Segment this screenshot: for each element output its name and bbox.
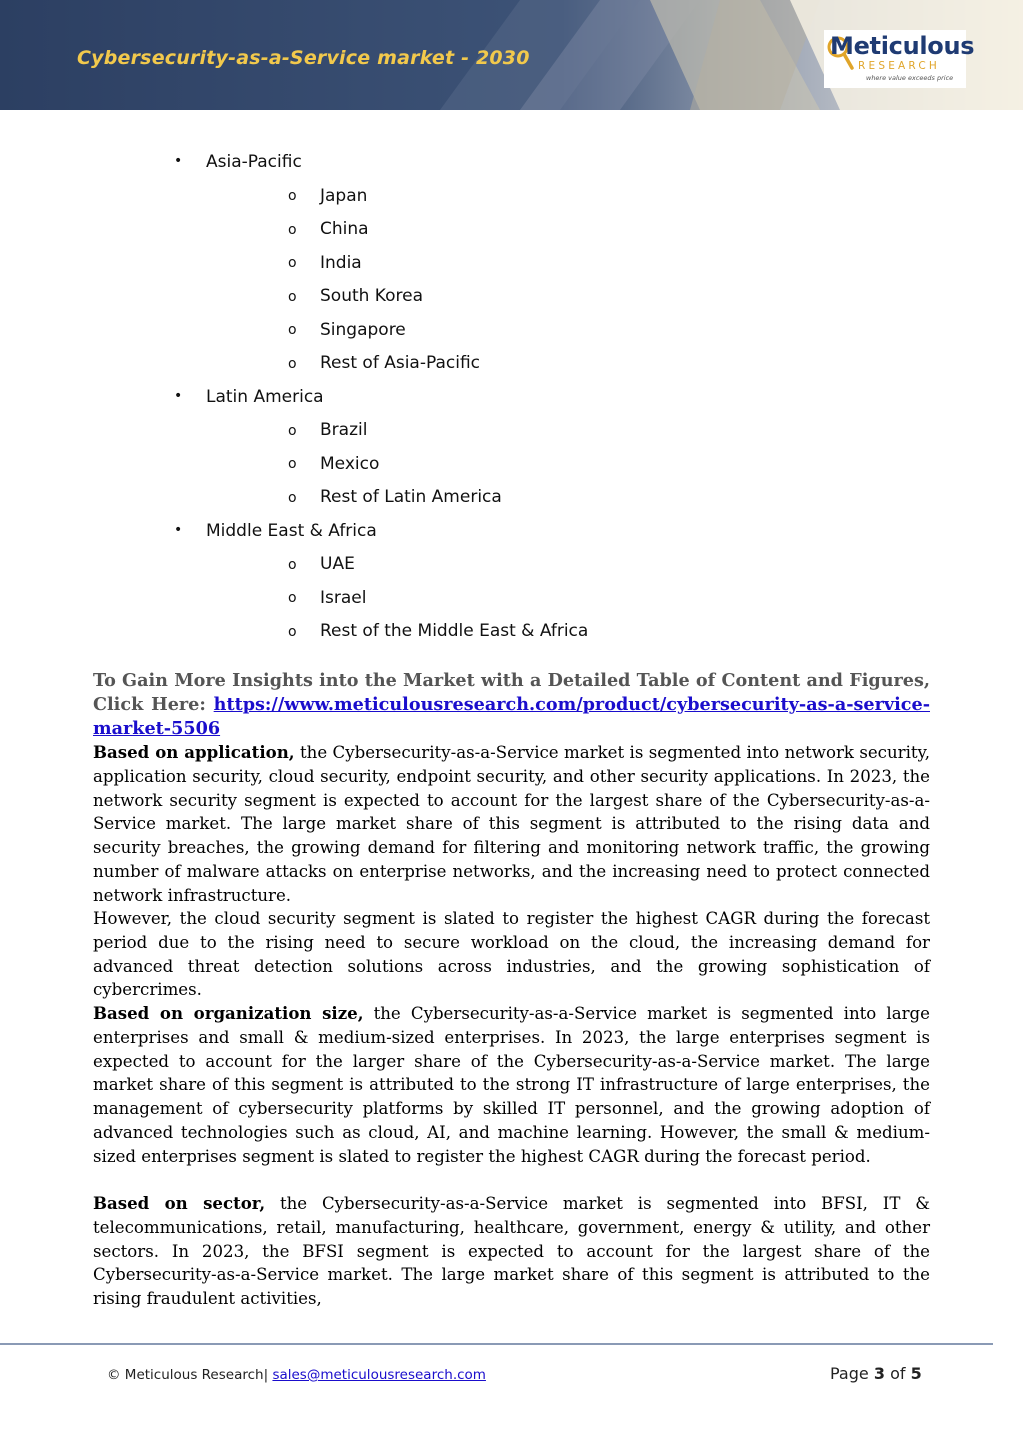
bullet-icon: • bbox=[174, 388, 183, 404]
footer-contact bbox=[107, 1367, 486, 1383]
bullet-icon: • bbox=[174, 153, 183, 169]
region-item: Latin America bbox=[206, 387, 324, 407]
of-word: of bbox=[890, 1364, 906, 1383]
paragraph-text: the Cybersecurity-as-a-Service market is segmented into large enterprises and small & medium-sized enterprises. In 2023, the large enterprises segment is expected to account for the larger share of the Cybersecurity-as-a-Service market. The large market share of this segment is attributed to the strong IT infrastructure of large enterprises, the management of cybersecurity platforms by skilled IT personnel, and the growing adoption of advanced technologies such as cloud, AI, and machine learning. However, the small & medium-sized enterprises segment is slated to register the highest CAGR during the forecast period. bbox=[93, 1004, 930, 1166]
paragraph-lead: Based on organization size, bbox=[93, 1003, 364, 1023]
country-item: Rest of Latin America bbox=[320, 487, 502, 507]
report-title: Cybersecurity-as-a-Service market - 2030 bbox=[77, 47, 530, 69]
sub-bullet-icon: o bbox=[288, 590, 297, 606]
page-number bbox=[830, 1364, 922, 1383]
meticulous-research-logo bbox=[824, 30, 975, 88]
current-page: 3 bbox=[873, 1364, 885, 1383]
sub-bullet-icon: o bbox=[288, 255, 297, 271]
country-item: Rest of Asia-Pacific bbox=[320, 353, 481, 373]
sub-bullet-icon: o bbox=[288, 423, 297, 439]
sub-bullet-icon: o bbox=[288, 456, 297, 472]
country-item: India bbox=[320, 253, 362, 273]
email-link[interactable]: sales@meticulousresearch.com bbox=[272, 1367, 486, 1383]
organization-size-paragraph bbox=[93, 1002, 930, 1169]
footer-divider bbox=[0, 1343, 993, 1345]
cloud-security-paragraph bbox=[93, 907, 930, 1002]
country-item: China bbox=[320, 219, 369, 239]
total-pages: 5 bbox=[910, 1364, 922, 1383]
country-item: Israel bbox=[320, 588, 367, 608]
sub-bullet-icon: o bbox=[288, 624, 297, 640]
insight-callout bbox=[93, 669, 930, 741]
copyright-text: © Meticulous Research| bbox=[107, 1367, 269, 1383]
paragraph-text: However, the cloud security segment is slated to register the highest CAGR during the forecast period due to the rising need to secure workload on the cloud, the increasing demand for advanced threat detection solutions across industries, and the growing sophistication of cybercrimes. bbox=[93, 909, 930, 1000]
bullet-icon: • bbox=[174, 522, 183, 538]
country-item: Mexico bbox=[320, 454, 380, 474]
report-link[interactable]: https://www.meticulousresearch.com/product/cybersecurity-as-a-service-market-5506 bbox=[93, 694, 930, 739]
logo-tagline: where value exceeds price bbox=[866, 74, 954, 82]
page-header bbox=[0, 0, 1023, 110]
country-item: UAE bbox=[320, 554, 355, 574]
sub-bullet-icon: o bbox=[288, 490, 297, 506]
sub-bullet-icon: o bbox=[288, 222, 297, 238]
sub-bullet-icon: o bbox=[288, 322, 297, 338]
logo-subname: RESEARCH bbox=[858, 60, 941, 72]
sub-bullet-icon: o bbox=[288, 356, 297, 372]
sub-bullet-icon: o bbox=[288, 188, 297, 204]
country-item: Rest of the Middle East & Africa bbox=[320, 621, 589, 641]
sub-bullet-icon: o bbox=[288, 557, 297, 573]
logo-name: Meticulous bbox=[830, 32, 975, 60]
country-item: Brazil bbox=[320, 420, 368, 440]
paragraph-lead: Based on sector, bbox=[93, 1193, 266, 1213]
country-item: South Korea bbox=[320, 286, 424, 306]
sub-bullet-icon: o bbox=[288, 289, 297, 305]
paragraph-text: the Cybersecurity-as-a-Service market is segmented into BFSI, IT & telecommunications, retail, manufacturing, healthcare, government, energy & utility, and other sectors. In 2023, the BFSI segment is expected to account for the largest share of the Cybersecurity-as-a-Service market. The large market share of this segment is attributed to the rising fraudulent activities, bbox=[93, 1194, 931, 1309]
country-item: Japan bbox=[320, 186, 368, 206]
page-word: Page bbox=[830, 1364, 869, 1383]
region-item: Asia-Pacific bbox=[206, 152, 302, 172]
paragraph-lead: Based on application, bbox=[93, 742, 295, 762]
insight-text: To Gain More Insights into the Market with a Detailed Table of Content and Figures, Click Here: bbox=[93, 670, 930, 715]
application-paragraph bbox=[93, 741, 930, 908]
region-item: Middle East & Africa bbox=[206, 521, 377, 541]
paragraph-text: the Cybersecurity-as-a-Service market is segmented into network security, application security, cloud security, endpoint security, and other security applications. In 2023, the network security segment is expected to account for the largest share of the Cybersecurity-as-a-Service market. The large market share of this segment is attributed to the rising data and security breaches, the growing demand for filtering and monitoring network traffic, the growing number of malware attacks on enterprise networks, and the increasing need to protect connected network infrastructure. bbox=[93, 743, 931, 905]
sector-paragraph bbox=[93, 1192, 930, 1311]
country-item: Singapore bbox=[320, 320, 406, 340]
